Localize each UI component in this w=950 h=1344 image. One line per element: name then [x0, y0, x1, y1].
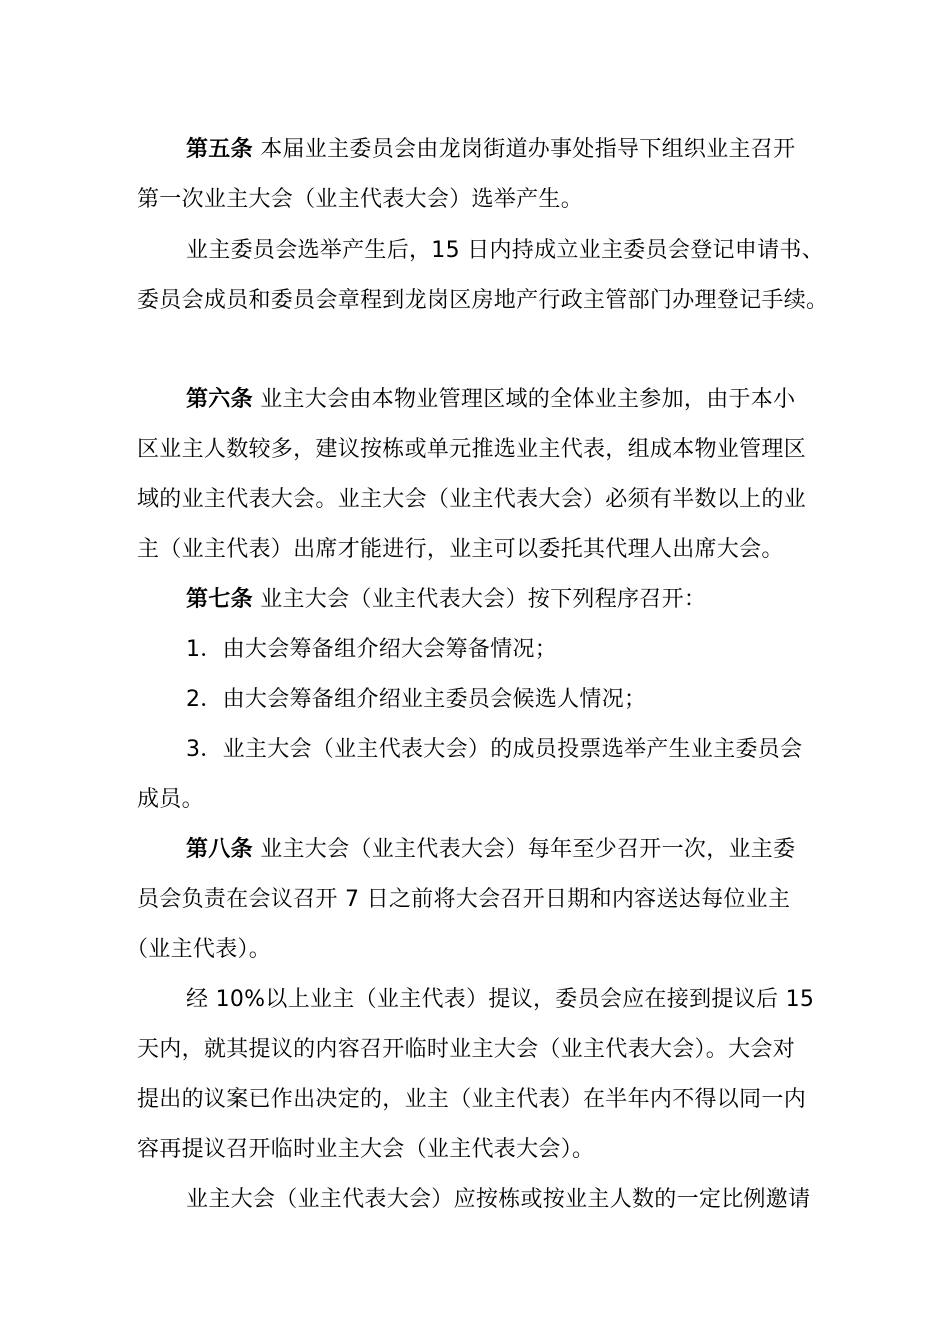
article-8-heading: 第八条	[186, 837, 253, 862]
article-8-para-2-line-3: 提出的议案已作出决定的，业主（业主代表）在半年内不得以同一内	[137, 1087, 807, 1112]
article-5-heading: 第五条	[186, 137, 253, 162]
article-8-line-2: 员会负责在会议召开 7 日之前将大会召开日期和内容送达每位业主	[137, 887, 791, 912]
article-8-para-2-line-2: 天内，就其提议的内容召开临时业主大会（业主代表大会）。大会对	[137, 1037, 796, 1062]
article-7-item-3-line-1: 3．业主大会（业主代表大会）的成员投票选举产生业主委员会	[186, 737, 803, 762]
article-7-item-2: 2．由大会筹备组介绍业主委员会候选人情况；	[186, 687, 647, 712]
article-8-line-3: （业主代表）。	[126, 937, 272, 962]
article-8-line-1	[186, 835, 795, 865]
article-5-text: 本届业主委员会由龙岗街道办事处指导下组织业主召开	[252, 137, 796, 162]
article-6-line-1	[186, 385, 795, 415]
article-8-para-2-line-4: 容再提议召开临时业主大会（业主代表大会）。	[137, 1137, 595, 1162]
article-8-para-2-line-1: 经 10%以上业主（业主代表）提议，委员会应在接到提议后 15	[186, 987, 815, 1012]
article-5-line-2: 第一次业主大会（业主代表大会）选举产生。	[137, 187, 584, 212]
article-7-item-1: 1．由大会筹备组介绍大会筹备情况；	[186, 637, 558, 662]
article-6-line-3: 域的业主代表大会。业主大会（业主代表大会）必须有半数以上的业	[137, 487, 807, 512]
article-5-line-1	[186, 135, 795, 165]
article-7-item-3-line-2: 成员。	[137, 787, 204, 812]
article-5-para-2-line-1: 业主委员会选举产生后，15 日内持成立业主委员会登记申请书、	[186, 238, 824, 263]
article-6-line-4: 主（业主代表）出席才能进行，业主可以委托其代理人出席大会。	[137, 537, 784, 562]
article-7-text: 业主大会（业主代表大会）按下列程序召开：	[252, 587, 707, 612]
article-5-para-2-line-2: 委员会成员和委员会章程到龙岗区房地产行政主管部门办理登记手续。	[137, 288, 829, 313]
article-7-line-1	[186, 585, 706, 615]
article-7-heading: 第七条	[186, 587, 253, 612]
article-6-heading: 第六条	[186, 387, 253, 412]
article-8-para-3-line-1: 业主大会（业主代表大会）应按栋或按业主人数的一定比例邀请	[186, 1187, 811, 1212]
article-6-line-2: 区业主人数较多，建议按栋或单元推选业主代表，组成本物业管理区	[137, 437, 807, 462]
article-6-text: 业主大会由本物业管理区域的全体业主参加，由于本小	[252, 387, 796, 412]
article-8-text: 业主大会（业主代表大会）每年至少召开一次，业主委	[252, 837, 796, 862]
